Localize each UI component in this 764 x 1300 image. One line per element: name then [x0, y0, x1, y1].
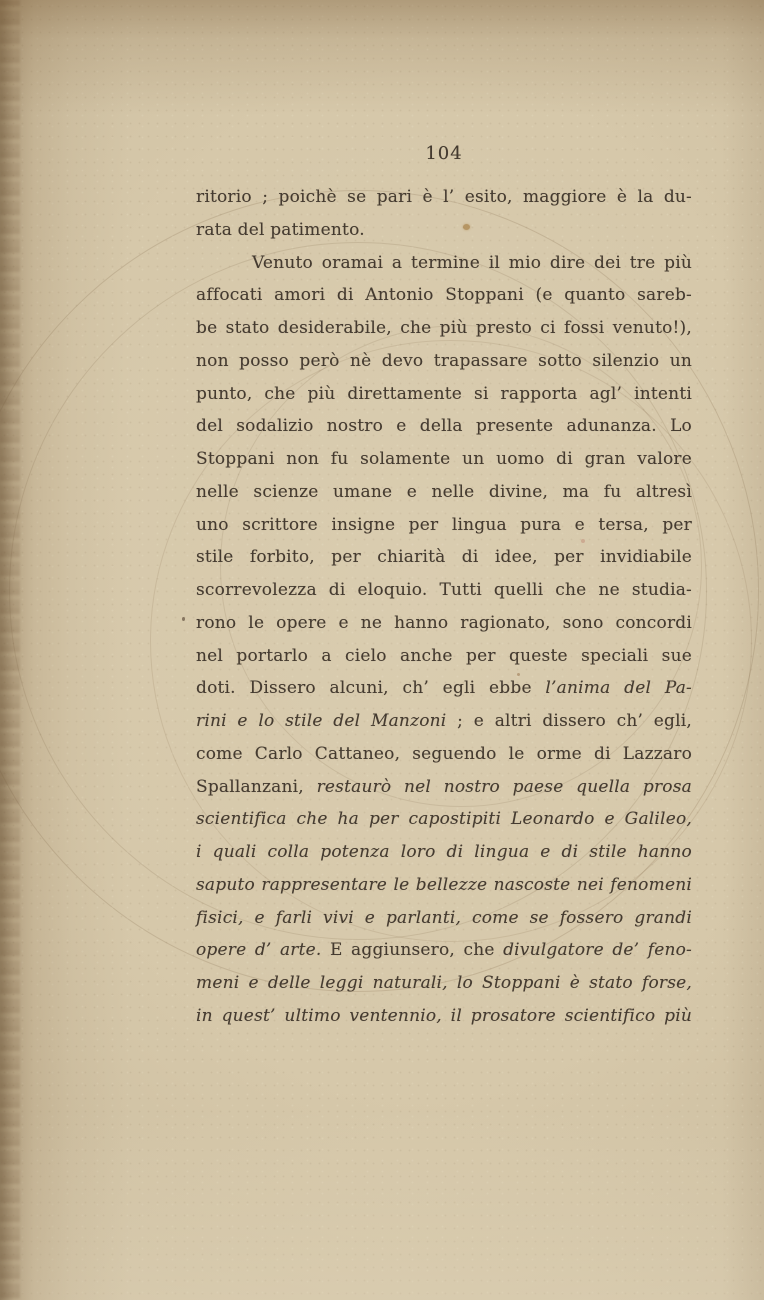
italic-text-segment: divulgatore de’ feno-: [503, 940, 692, 961]
text-segment: uno scrittore insigne per lingua pura e tersa, per: [196, 514, 692, 535]
text-line: [196, 312, 692, 345]
text-segment: rono le opere e ne hanno ragionato, sono concordi: [196, 612, 692, 633]
text-segment: be stato desiderabile, che più presto ci fossi venuto!),: [196, 318, 692, 338]
text-line: [196, 410, 692, 443]
text-line: [196, 541, 692, 574]
text-segment: ; e altri dissero ch’ egli,: [446, 711, 693, 731]
page-number: 104: [425, 143, 463, 164]
text-line: [196, 705, 692, 738]
text-segment: E aggiunsero, che: [321, 940, 504, 961]
italic-text-segment: in quest’ ultimo ventennio, il prosatore scientifico più: [196, 1005, 692, 1026]
italic-text-segment: meni e delle leggi naturali, lo Stoppani è stato forse,: [196, 973, 692, 993]
text-line: [196, 738, 692, 771]
text-segment: non posso però nè devo trapassare sotto silenzio un: [196, 350, 692, 371]
text-segment: Stoppani non fu solamente un uomo di gran valore: [196, 449, 692, 469]
text-segment: come Carlo Cattaneo, seguendo le orme di Lazzaro: [196, 743, 692, 764]
text-line: [196, 476, 692, 509]
text-line: [196, 836, 692, 869]
text-segment: stile forbito, per chiarità di idee, per invidiabile: [196, 547, 692, 568]
text-line: [196, 443, 692, 476]
text-line: [196, 574, 692, 607]
italic-text-segment: l’anima del Pa-: [545, 678, 692, 699]
text-line: [196, 771, 692, 804]
text-line: [196, 214, 692, 247]
italic-text-segment: fisici, e farli vivi e parlanti, come se fossero grandi: [196, 907, 692, 928]
text-block: [196, 181, 692, 1033]
text-line: [196, 247, 692, 280]
text-line: [196, 181, 692, 214]
text-line: [196, 378, 692, 411]
text-segment: ritorio ; poichè se pari è l’ esito, maggiore è la du-: [196, 187, 692, 207]
text-line: [196, 869, 692, 902]
italic-text-segment: rini e lo stile del Manzoni: [196, 711, 447, 731]
text-line: [196, 1000, 692, 1033]
text-segment: affocati amori di Antonio Stoppani (e quanto sareb-: [196, 285, 692, 306]
text-line: [196, 803, 692, 836]
paper-speck: [182, 617, 185, 621]
italic-text-segment: restaurò nel nostro paese quella prosa: [316, 776, 692, 797]
text-segment: doti. Dissero alcuni, ch’ egli ebbe: [196, 678, 546, 699]
text-line: [196, 509, 692, 542]
text-line: [196, 607, 692, 640]
text-segment: nel portarlo a cielo anche per queste speciali sue: [196, 645, 692, 666]
text-line: [196, 345, 692, 378]
text-line: [196, 279, 692, 312]
text-segment: scorrevolezza di eloquio. Tutti quelli che ne studia-: [196, 580, 692, 600]
text-line: [196, 902, 692, 935]
text-segment: Venuto oramai a termine il mio dire dei tre più: [252, 252, 692, 273]
text-line: [196, 967, 692, 1000]
text-segment: nelle scienze umane e nelle divine, ma fu altresì: [196, 481, 692, 502]
text-segment: Spallanzani,: [196, 776, 317, 797]
italic-text-segment: opere d’ arte.: [196, 940, 322, 961]
italic-text-segment: scientifica che ha per capostipiti Leonardo e Galileo,: [196, 809, 692, 830]
text-line: [196, 640, 692, 673]
italic-text-segment: i quali colla potenza loro di lingua e di stile hanno: [196, 842, 692, 862]
text-segment: punto, che più direttamente si rapporta agl’ intenti: [196, 383, 692, 404]
text-line: [196, 934, 692, 967]
italic-text-segment: saputo rappresentare le bellezze nascoste nei fenomeni: [196, 874, 692, 895]
text-line: [196, 672, 692, 705]
text-segment: del sodalizio nostro e della presente adunanza. Lo: [196, 416, 692, 437]
text-segment: rata del patimento.: [196, 219, 365, 240]
